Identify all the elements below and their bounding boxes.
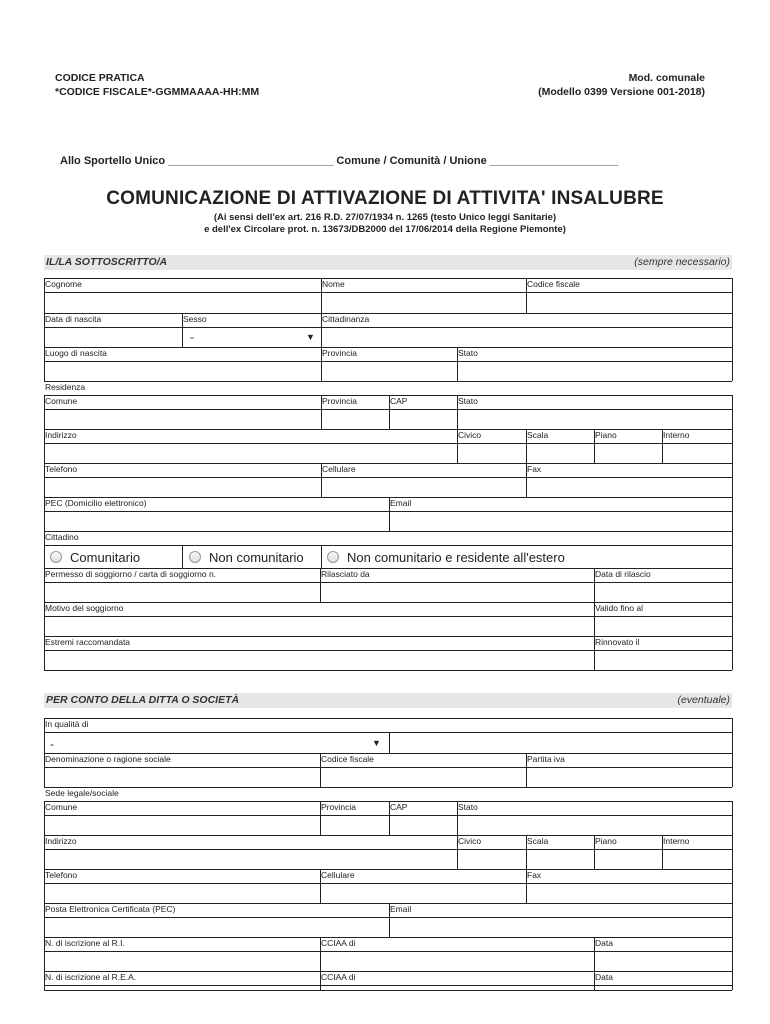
cellulare-label: Cellulare (322, 464, 356, 474)
cell-divider (732, 801, 733, 835)
page-title: COMUNICAZIONE DI ATTIVAZIONE DI ATTIVITA' INSALUBRE (106, 188, 664, 209)
pec-label: Posta Elettronica Certificata (PEC) (45, 904, 176, 914)
partita-iva-label: Partita iva (527, 754, 565, 764)
rule-line (44, 531, 732, 532)
stato-label: Stato (458, 396, 478, 406)
cap-label: CAP (390, 396, 408, 406)
email-field[interactable] (390, 918, 731, 936)
cell-divider (732, 835, 733, 869)
numero-ri-label: N. di iscrizione al R.I. (45, 938, 125, 948)
telefono-field[interactable] (45, 884, 319, 902)
cell-divider (732, 429, 733, 463)
stato-field[interactable] (458, 816, 731, 834)
sportello-line: Allo Sportello Unico ___________________________ Comune / Comunità / Unione _____________________ (60, 155, 619, 167)
qualita-select-value[interactable]: - (50, 737, 54, 751)
cell-divider (732, 636, 733, 670)
data-field[interactable] (595, 986, 731, 989)
interno-field[interactable] (663, 444, 731, 462)
comune-field[interactable] (45, 816, 319, 834)
rinnovato-label: Rinnovato il (595, 637, 640, 647)
pec-field[interactable] (45, 918, 388, 936)
cellulare-field[interactable] (322, 478, 525, 496)
motivo-label: Motivo del soggiorno (45, 603, 124, 613)
cell-divider (732, 753, 733, 787)
radio-button-icon (189, 551, 201, 563)
rule-line (44, 835, 732, 836)
permesso-label: Permesso di soggiorno / carta di soggiorno n. (45, 569, 217, 579)
rule-line (44, 395, 732, 396)
cell-divider (732, 347, 733, 381)
rule-line (44, 990, 732, 991)
cciaa-field[interactable] (321, 952, 593, 970)
sesso-field[interactable] (183, 328, 320, 346)
cell-divider (732, 869, 733, 903)
cell-divider (44, 395, 45, 429)
cell-divider (44, 801, 45, 835)
section-note: (sempre necessario) (634, 256, 730, 268)
rule-line (44, 718, 732, 719)
cell-divider (44, 313, 45, 347)
cell-divider (44, 568, 45, 602)
civico-label: Civico (458, 836, 482, 846)
cell-divider (44, 278, 45, 313)
numero-ri-field[interactable] (45, 952, 319, 970)
fax-field[interactable] (527, 478, 731, 496)
rule-line (44, 347, 732, 348)
rilasciato-da-label: Rilasciato da (321, 569, 370, 579)
rule-line (44, 545, 732, 546)
comune-field[interactable] (45, 410, 320, 428)
codice-fiscale-placeholder: *CODICE FISCALE*-GGMMAAAA-HH:MM (55, 86, 260, 98)
cell-divider (732, 395, 733, 429)
cell-divider (732, 278, 733, 313)
piano-label: Piano (595, 430, 617, 440)
cciaa-label: CCIAA di (321, 938, 356, 948)
civico-field[interactable] (458, 444, 525, 462)
nome-label: Nome (322, 279, 345, 289)
cell-divider (44, 531, 45, 568)
subtitle-line-2: e dell'ex Circolare prot. n. 13673/DB2000 del 17/06/2014 della Regione Piemonte) (204, 224, 566, 235)
sede-legale-label: Sede legale/sociale (45, 788, 119, 798)
cell-divider (732, 718, 733, 753)
email-label: Email (390, 904, 412, 914)
section-sottoscritto-header (44, 255, 732, 270)
data-label: Data (595, 972, 613, 982)
cap-field[interactable] (390, 816, 456, 834)
valido-fino-field[interactable] (595, 617, 731, 635)
provincia-label: Provincia (321, 802, 356, 812)
radio-button-icon (50, 551, 62, 563)
cell-divider (732, 463, 733, 497)
provincia-field[interactable] (322, 410, 388, 428)
indirizzo-label: Indirizzo (45, 836, 77, 846)
cell-divider (732, 531, 733, 568)
civico-label: Civico (458, 430, 482, 440)
radio-label: Comunitario (70, 550, 141, 565)
data-nascita-field[interactable] (45, 328, 181, 346)
cell-divider (44, 937, 45, 971)
denominazione-label: Denominazione o ragione sociale (45, 754, 171, 764)
radio-label: Non comunitario e residente all'estero (347, 550, 565, 565)
section-title: IL/LA SOTTOSCRITTO/A (46, 256, 168, 268)
cittadino-label: Cittadino (45, 532, 79, 542)
cell-divider (732, 971, 733, 990)
section-title: PER CONTO DELLA DITTA O SOCIETÀ (46, 694, 240, 706)
cell-divider (44, 903, 45, 937)
stato-field[interactable] (458, 362, 731, 380)
interno-label: Interno (663, 430, 690, 440)
indirizzo-label: Indirizzo (45, 430, 77, 440)
rule-line (44, 787, 732, 788)
section-note: (eventuale) (677, 694, 730, 706)
radio-non-comunitario-estero[interactable] (327, 550, 565, 565)
triangle-down-icon: ▼ (372, 738, 381, 748)
cell-divider (732, 497, 733, 531)
radio-comunitario[interactable] (50, 550, 140, 565)
indirizzo-field[interactable] (45, 444, 456, 462)
rule-line (44, 497, 732, 498)
interno-label: Interno (663, 836, 690, 846)
pec-field[interactable] (45, 512, 388, 530)
motivo-field[interactable] (45, 617, 593, 635)
scala-field[interactable] (527, 850, 593, 868)
partita-iva-field[interactable] (527, 768, 731, 786)
provincia-field[interactable] (322, 362, 456, 380)
cell-divider (44, 753, 45, 787)
cell-divider (44, 429, 45, 463)
rule-line (44, 313, 732, 314)
telefono-field[interactable] (45, 478, 320, 496)
luogo-nascita-label: Luogo di nascita (45, 348, 107, 358)
piano-field[interactable] (595, 850, 661, 868)
luogo-nascita-field[interactable] (45, 362, 320, 380)
cognome-field[interactable] (45, 293, 320, 312)
cittadinanza-field[interactable] (322, 328, 731, 346)
civico-field[interactable] (458, 850, 525, 868)
piano-field[interactable] (595, 444, 661, 462)
provincia-label: Provincia (322, 396, 357, 406)
permesso-field[interactable] (45, 583, 319, 601)
estremi-field[interactable] (45, 651, 593, 669)
rule-line (44, 278, 732, 279)
cell-divider (732, 313, 733, 347)
cap-field[interactable] (390, 410, 456, 428)
stato-label: Stato (458, 348, 478, 358)
cell-divider (44, 835, 45, 869)
cellulare-label: Cellulare (321, 870, 355, 880)
cognome-label: Cognome (45, 279, 82, 289)
cellulare-field[interactable] (321, 884, 525, 902)
fax-label: Fax (527, 464, 542, 474)
telefono-label: Telefono (45, 870, 78, 880)
cell-divider (321, 545, 322, 568)
rule-line (44, 429, 732, 430)
triangle-down-icon: ▼ (306, 332, 315, 342)
sesso-select-value[interactable]: - (190, 330, 194, 344)
rule-line (44, 971, 732, 972)
cell-divider (182, 545, 183, 568)
cciaa-label: CCIAA di (321, 972, 356, 982)
cell-divider (44, 602, 45, 636)
qualita-label: In qualità di (45, 719, 89, 729)
telefono-label: Telefono (45, 464, 78, 474)
rule-line (44, 670, 732, 671)
estremi-label: Estremi raccomandata (45, 637, 131, 647)
nome-field[interactable] (322, 293, 525, 312)
qualita-extra-field[interactable] (390, 733, 731, 752)
provincia-field[interactable] (321, 816, 388, 834)
comune-label: Comune (45, 396, 78, 406)
rule-line (44, 463, 732, 464)
indirizzo-field[interactable] (45, 850, 456, 868)
stato-label: Stato (458, 802, 478, 812)
data-rilascio-field[interactable] (595, 583, 731, 601)
provincia-label: Provincia (322, 348, 357, 358)
fax-label: Fax (527, 870, 542, 880)
cell-divider (732, 937, 733, 971)
data-nascita-label: Data di nascita (45, 314, 102, 324)
cap-label: CAP (390, 802, 408, 812)
codice-fiscale-field[interactable] (321, 768, 525, 786)
cell-divider (44, 497, 45, 531)
rule-line (44, 869, 732, 870)
mod-comunale: Mod. comunale (628, 72, 705, 84)
radio-label: Non comunitario (209, 550, 304, 565)
qualita-field[interactable] (45, 733, 388, 752)
data-rilascio-label: Data di rilascio (595, 569, 651, 579)
email-label: Email (390, 498, 412, 508)
radio-button-icon (327, 551, 339, 563)
cell-divider (44, 636, 45, 670)
residenza-label: Residenza (45, 382, 86, 392)
codice-fiscale-label: Codice fiscale (321, 754, 374, 764)
scala-label: Scala (527, 430, 549, 440)
sesso-label: Sesso (183, 314, 207, 324)
cell-divider (44, 463, 45, 497)
cell-divider (44, 347, 45, 381)
scala-label: Scala (527, 836, 549, 846)
codice-fiscale-field[interactable] (527, 293, 731, 312)
cell-divider (44, 869, 45, 903)
subtitle-line-1: (Ai sensi dell'ex art. 216 R.D. 27/07/1934 n. 1265 (testo Unico leggi Sanitarie) (213, 212, 557, 223)
rilasciato-da-field[interactable] (321, 583, 593, 601)
cell-divider (44, 971, 45, 990)
modello-version: (Modello 0399 Versione 001-2018) (538, 86, 705, 98)
valido-fino-label: Valido fino al (595, 603, 644, 613)
numero-rea-field[interactable] (45, 986, 319, 989)
pec-label: PEC (Domicilio elettronico) (45, 498, 147, 508)
cell-divider (732, 903, 733, 937)
data-field[interactable] (595, 952, 731, 970)
rule-line (44, 381, 732, 382)
fax-field[interactable] (527, 884, 731, 902)
cell-divider (732, 568, 733, 602)
section-ditta-header (44, 693, 732, 708)
cittadinanza-label: Cittadinanza (322, 314, 370, 324)
piano-label: Piano (595, 836, 617, 846)
cell-divider (44, 718, 45, 753)
scala-field[interactable] (527, 444, 593, 462)
cciaa-field[interactable] (321, 986, 593, 989)
stato-field[interactable] (458, 410, 731, 428)
codice-fiscale-label: Codice fiscale (527, 279, 580, 289)
comune-label: Comune (45, 802, 78, 812)
rinnovato-field[interactable] (595, 651, 731, 669)
radio-non-comunitario[interactable] (189, 550, 304, 565)
interno-field[interactable] (663, 850, 731, 868)
numero-rea-label: N. di iscrizione al R.E.A. (45, 972, 137, 982)
rule-line (44, 801, 732, 802)
rule-line (44, 937, 732, 938)
email-field[interactable] (390, 512, 731, 530)
data-label: Data (595, 938, 613, 948)
codice-pratica: CODICE PRATICA (55, 72, 145, 84)
cell-divider (732, 602, 733, 636)
denominazione-field[interactable] (45, 768, 319, 786)
